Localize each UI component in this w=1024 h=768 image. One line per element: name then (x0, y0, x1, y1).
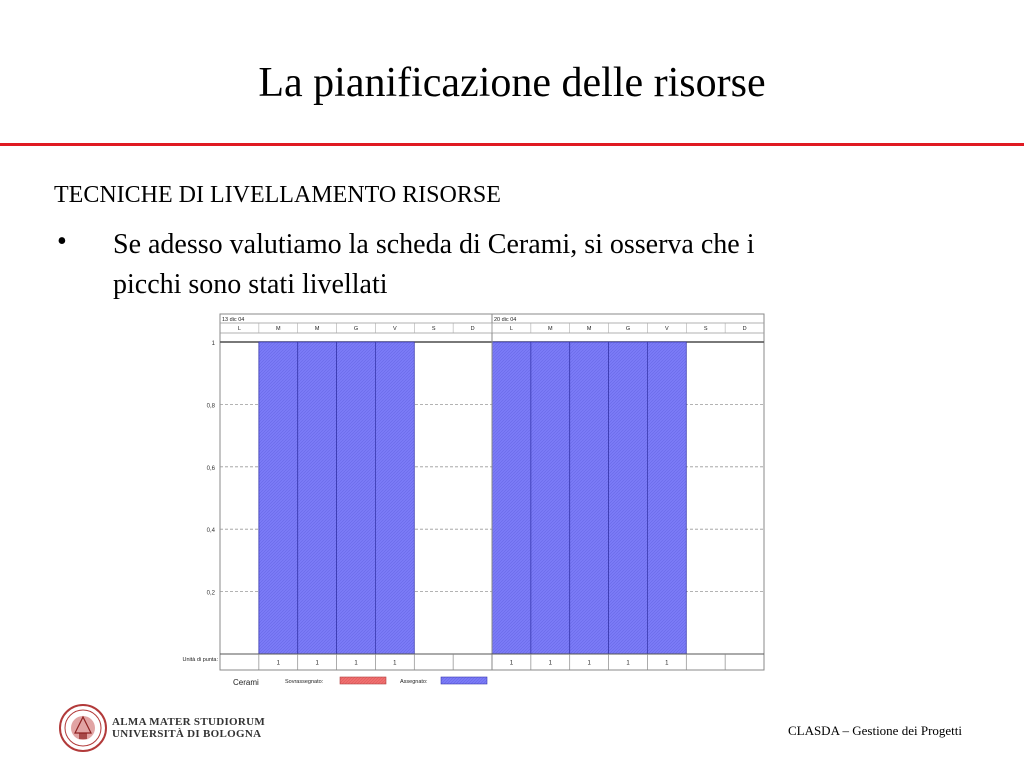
y-tick-label: 0,8 (206, 403, 215, 410)
y-tick-label: 0,6 (206, 465, 215, 472)
peak-value: 1 (315, 660, 319, 667)
university-seal-icon (58, 703, 108, 753)
bar-assigned (570, 342, 609, 654)
day-label: D (742, 326, 747, 332)
peak-value: 1 (548, 660, 552, 667)
day-label: G (353, 326, 359, 332)
logo-line-2: UNIVERSITÀ DI BOLOGNA (112, 728, 262, 740)
section-heading: TECNICHE DI LIVELLAMENTO RISORSE (54, 182, 501, 208)
chart-legend (233, 677, 487, 687)
peak-value: 1 (276, 660, 280, 667)
legend-assigned-label: Assegnato: (400, 679, 428, 685)
peak-value: 1 (509, 660, 514, 667)
bar-assigned (609, 342, 648, 654)
bar-assigned (647, 342, 686, 654)
peak-value: 1 (587, 660, 591, 667)
bar-assigned (259, 342, 298, 654)
bullet-line-1: Se adesso valutiamo la scheda di Cerami, si osserva che i (113, 229, 755, 260)
peak-value: 1 (354, 660, 358, 667)
day-label: M (314, 326, 320, 332)
legend-assigned-swatch (441, 677, 487, 684)
bar-assigned (298, 342, 337, 654)
day-label: M (586, 326, 592, 332)
day-label: D (470, 326, 475, 332)
week-label: 13 dic 04 (222, 317, 245, 323)
legend-over-label: Sovrassegnato: (285, 679, 324, 685)
day-label: L (509, 326, 513, 332)
slide-title: La pianificazione delle risorse (258, 60, 766, 106)
y-tick-label: 0,2 (206, 590, 215, 597)
university-logo-text (112, 716, 265, 740)
y-tick-label: 0,4 (206, 528, 215, 535)
bullet-line-2: picchi sono stati livellati (113, 269, 388, 300)
day-label: V (393, 326, 397, 332)
footer-text: CLASDA – Gestione dei Progetti (787, 723, 962, 738)
day-label: V (665, 326, 669, 332)
day-label: S (431, 326, 436, 332)
bar-assigned (375, 342, 414, 654)
day-label: L (237, 326, 241, 332)
peak-value: 1 (393, 660, 397, 667)
week-label: 20 dic 04 (494, 317, 517, 323)
bullet-marker: • (57, 226, 67, 257)
day-label: G (625, 326, 631, 332)
logo-line-1: ALMA MATER STUDIORUM (112, 716, 266, 728)
peak-row-label: Unità di punta: (182, 657, 218, 663)
legend-resource-name: Cerami (233, 678, 259, 687)
day-label: M (275, 326, 281, 332)
peak-value: 1 (665, 660, 669, 667)
y-axis (207, 341, 216, 597)
bar-assigned (337, 342, 376, 654)
y-tick-label: 1 (211, 341, 215, 347)
peak-value: 1 (626, 660, 630, 667)
bar-assigned (531, 342, 570, 654)
legend-over-swatch (340, 677, 386, 684)
bar-assigned (492, 342, 531, 654)
day-label: S (703, 326, 708, 332)
day-label: M (547, 326, 553, 332)
